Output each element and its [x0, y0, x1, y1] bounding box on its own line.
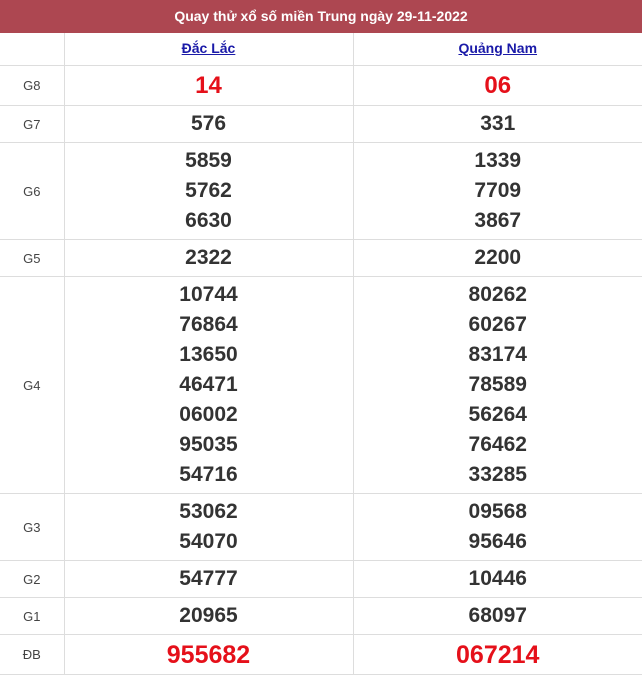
prize-number: 955682: [166, 640, 251, 669]
prize-label: G1: [0, 598, 64, 635]
prize-number: 20965: [179, 604, 238, 627]
prize-number: 46471: [179, 373, 238, 396]
prize-cell-a: [64, 494, 353, 561]
prize-cell-a: [64, 240, 353, 277]
table-header-row: [0, 33, 642, 66]
prize-number: 09568: [468, 500, 527, 523]
prize-number: 6630: [185, 209, 232, 232]
prize-label: G5: [0, 240, 64, 277]
prize-cell-a: [64, 143, 353, 240]
prize-row: [0, 561, 642, 598]
prize-number: 53062: [179, 500, 238, 523]
prize-cell-b: [353, 277, 642, 494]
prize-label: G3: [0, 494, 64, 561]
prize-cell-a: [64, 106, 353, 143]
province-link-dac-lac[interactable]: Đắc Lắc: [181, 40, 236, 56]
prize-cell-a: [64, 635, 353, 675]
prize-number: 60267: [468, 313, 527, 336]
page-title: Quay thử xổ số miền Trung ngày 29-11-2022: [0, 0, 642, 33]
prize-number: 2322: [185, 246, 232, 269]
prize-cell-b: [353, 561, 642, 598]
prize-cell-b: [353, 143, 642, 240]
prize-row: [0, 494, 642, 561]
prize-number: 95646: [468, 530, 527, 553]
prize-cell-a: [64, 277, 353, 494]
prize-number: 067214: [456, 640, 540, 669]
prize-row: [0, 106, 642, 143]
prize-number: 54716: [179, 463, 238, 486]
prize-row: [0, 277, 642, 494]
prize-number: 56264: [468, 403, 527, 426]
prize-row: [0, 598, 642, 635]
prize-number: 5762: [185, 179, 232, 202]
prize-cell-a: [64, 66, 353, 106]
prize-row: [0, 66, 642, 106]
prize-cell-b: [353, 494, 642, 561]
prize-number: 7709: [474, 179, 522, 202]
prize-cell-a: [64, 561, 353, 598]
prize-label: G8: [0, 66, 64, 106]
prize-cell-b: [353, 106, 642, 143]
prize-row: [0, 240, 642, 277]
province-header-a: [64, 33, 353, 66]
results-table: [0, 33, 642, 675]
prize-label: G7: [0, 106, 64, 143]
prize-number: 13650: [179, 343, 238, 366]
prize-number: 10446: [468, 567, 527, 590]
prize-label: G6: [0, 143, 64, 240]
prize-number: 10744: [179, 283, 238, 306]
prize-cell-a: [64, 598, 353, 635]
prize-label: ĐB: [0, 635, 64, 675]
prize-number: 33285: [468, 463, 527, 486]
prize-cell-b: [353, 240, 642, 277]
prize-row: [0, 143, 642, 240]
prize-number: 83174: [468, 343, 527, 366]
prize-number: 95035: [179, 433, 238, 456]
prize-number: 3867: [474, 209, 522, 232]
prize-number: 76864: [179, 313, 238, 336]
province-header-b: [353, 33, 642, 66]
prize-row: [0, 635, 642, 675]
prize-label: G2: [0, 561, 64, 598]
prize-number: 76462: [468, 433, 527, 456]
province-link-quang-nam[interactable]: Quảng Nam: [458, 40, 538, 56]
table-body: [0, 66, 642, 675]
prize-number: 06002: [179, 403, 238, 426]
prize-number: 2200: [474, 246, 522, 269]
prize-number: 54070: [179, 530, 238, 553]
prize-cell-b: [353, 598, 642, 635]
prize-number: 14: [195, 71, 222, 99]
prize-label: G4: [0, 277, 64, 494]
prize-number: 80262: [468, 283, 527, 306]
header-empty-cell: [0, 33, 64, 66]
prize-number: 06: [484, 71, 512, 99]
prize-number: 78589: [468, 373, 527, 396]
prize-number: 5859: [185, 149, 232, 172]
prize-cell-b: [353, 66, 642, 106]
prize-cell-b: [353, 635, 642, 675]
prize-number: 54777: [179, 567, 238, 590]
prize-number: 1339: [474, 149, 522, 172]
prize-number: 576: [190, 112, 227, 135]
prize-number: 68097: [468, 604, 527, 627]
prize-number: 331: [480, 112, 516, 135]
